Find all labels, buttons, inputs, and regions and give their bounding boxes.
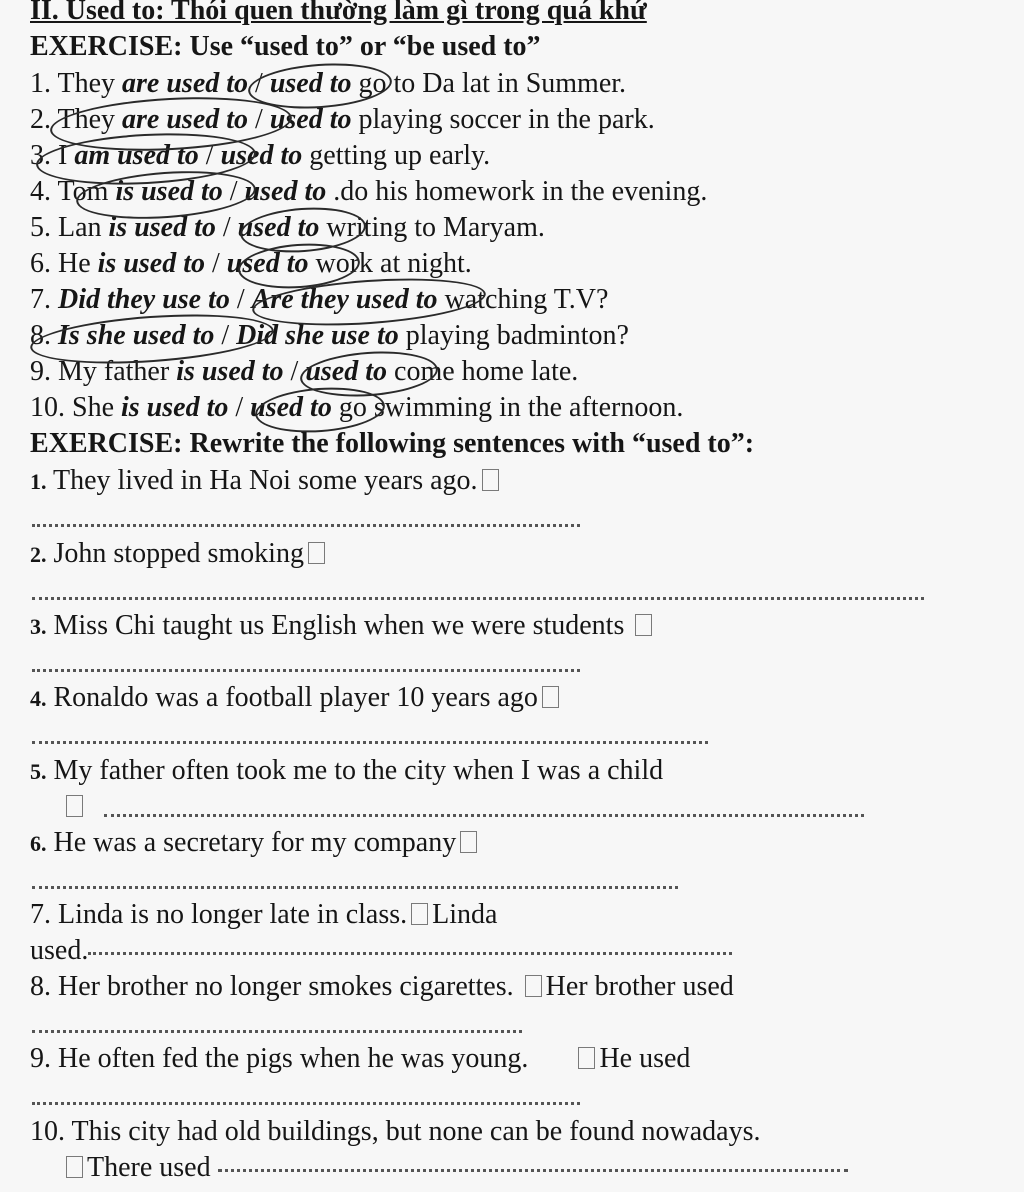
exercise2-item: 8. Her brother no longer smokes cigarettes. Her brother used xyxy=(30,971,734,1002)
exercise1-item: 4. Tom is used to / used to .do his homework in the evening. xyxy=(30,176,708,207)
arrow-box-icon xyxy=(542,686,559,708)
exercise1-item: 2. They are used to / used to playing soccer in the park. xyxy=(30,104,655,135)
exercise2-item-cont: used. xyxy=(30,934,732,968)
arrow-box-icon xyxy=(635,614,652,636)
answer-line xyxy=(104,814,864,817)
exercise1-item: 7. Did they use to / Are they used to watching T.V? xyxy=(30,284,609,315)
arrow-box-icon xyxy=(66,1156,83,1178)
exercise1-item: 9. My father is used to / used to come home late. xyxy=(30,356,579,387)
answer-line xyxy=(218,1169,848,1172)
exercise1-heading: EXERCISE: Use “used to” or “be used to” xyxy=(30,31,541,62)
answer-line xyxy=(88,952,732,955)
exercise1-item: 1. They are used to / used to go to Da lat in Summer. xyxy=(30,68,627,99)
answer-line xyxy=(32,597,924,600)
arrow-box-icon xyxy=(460,831,477,853)
exercise2-item: 6. He was a secretary for my company xyxy=(30,826,481,861)
exercise2-item: 7. Linda is no longer late in class. Linda xyxy=(30,899,498,930)
exercise2-item: 2. John stopped smoking xyxy=(30,537,329,572)
exercise1-item: 8. Is she used to / Did she use to playing badminton? xyxy=(30,320,629,351)
arrow-box-icon xyxy=(411,903,428,925)
answer-line xyxy=(32,1102,580,1105)
exercise1-item: 10. She is used to / used to go swimming in the afternoon. xyxy=(30,392,684,423)
answer-line xyxy=(32,524,580,527)
answer-line xyxy=(32,1030,522,1033)
exercise2-item-cont: There used xyxy=(62,1151,848,1185)
exercise1-item: 3. I am used to / used to getting up early. xyxy=(30,140,491,171)
page-title: II. Used to: Thói quen thường làm gì trong quá khứ xyxy=(30,0,647,26)
exercise1-item: 6. He is used to / used to work at night. xyxy=(30,248,472,279)
exercise2-item: 9. He often fed the pigs when he was young. He used xyxy=(30,1043,691,1074)
exercise2-item: 5. My father often took me to the city when I was a child xyxy=(30,755,664,786)
exercise2-item: 3. Miss Chi taught us English when we were students xyxy=(30,609,656,644)
exercise2-item: 1. They lived in Ha Noi some years ago. xyxy=(30,464,503,499)
answer-line xyxy=(32,886,678,889)
arrow-box-icon xyxy=(308,542,325,564)
exercise1-item: 5. Lan is used to / used to writing to Maryam. xyxy=(30,212,545,243)
exercise2-heading: EXERCISE: Rewrite the following sentences with “used to”: xyxy=(30,428,755,459)
arrow-box-icon xyxy=(482,469,499,491)
arrow-box-icon xyxy=(578,1047,595,1069)
answer-line xyxy=(32,669,580,672)
arrow-box-icon xyxy=(525,975,542,997)
exercise2-answer-row xyxy=(62,790,87,824)
arrow-box-icon xyxy=(66,795,83,817)
exercise2-item: 10. This city had old buildings, but none can be found nowadays. xyxy=(30,1116,761,1147)
answer-line xyxy=(32,741,708,744)
exercise2-item: 4. Ronaldo was a football player 10 years ago xyxy=(30,681,563,716)
